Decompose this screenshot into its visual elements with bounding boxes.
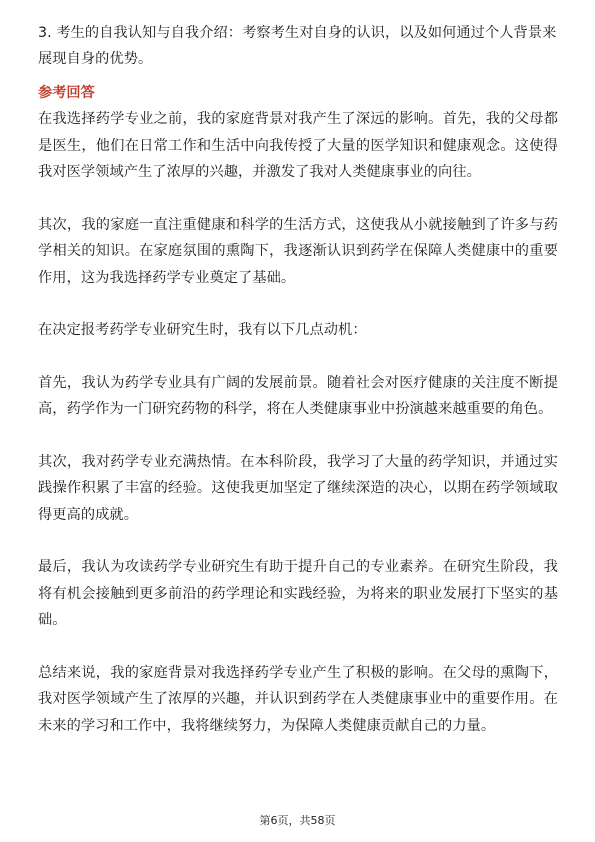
question-text: 3. 考生的自我认知与自我介绍：考察考生对自身的认识，以及如何通过个人背景来展现自身的优势。 [38, 25, 557, 67]
paragraph-prospects: 首先，我认为药学专业具有广阔的发展前景。随着社会对医疗健康的关注度不断提高，药学作为一门研究药物的科学，将在人类健康事业中扮演越来越重要的角色。 [38, 374, 558, 417]
paragraph-healthy-lifestyle: 其次，我的家庭一直注重健康和科学的生活方式，这使我从小就接触到了许多与药学相关的知识。在家庭氛围的熏陶下，我逐渐认识到药学在保障人类健康中的重要作用，这为我选择药学专业奠定了基础。 [38, 216, 558, 286]
paragraph-professional-growth: 最后，我认为攻读药学专业研究生有助于提升自己的专业素养。在研究生阶段，我将有机会接触到更多前沿的药学理论和实践经验，为将来的职业发展打下坚实的基础。 [38, 559, 558, 628]
paragraph-summary: 总结来说，我的家庭背景对我选择药学专业产生了积极的影响。在父母的熏陶下，我对医学领域产生了浓厚的兴趣，并认识到药学在人类健康事业中的重要作用。在未来的学习和工作中，我将继续努力，为保障人类健康贡献自己的力量。 [38, 664, 558, 734]
answer-heading: 参考回答 [38, 85, 95, 101]
page-content [38, 20, 558, 765]
paragraph-motivation-intro: 在决定报考药学专业研究生时，我有以下几点动机： [38, 322, 367, 338]
page-footer: 第6页，共58页 [259, 814, 336, 827]
paragraph-family-background: 在我选择药学专业之前，我的家庭背景对我产生了深远的影响。首先，我的父母都是医生，他们在日常工作和生活中向我传授了大量的医学知识和健康观念。这使得我对医学领域产生了浓厚的兴趣，并激发了我对人类健康事业的向往。 [38, 111, 558, 180]
paragraph-passion: 其次，我对药学专业充满热情。在本科阶段，我学习了大量的药学知识，并通过实践操作积累了丰富的经验。这使我更加坚定了继续深造的决心，以期在药学领域取得更高的成就。 [38, 453, 558, 523]
